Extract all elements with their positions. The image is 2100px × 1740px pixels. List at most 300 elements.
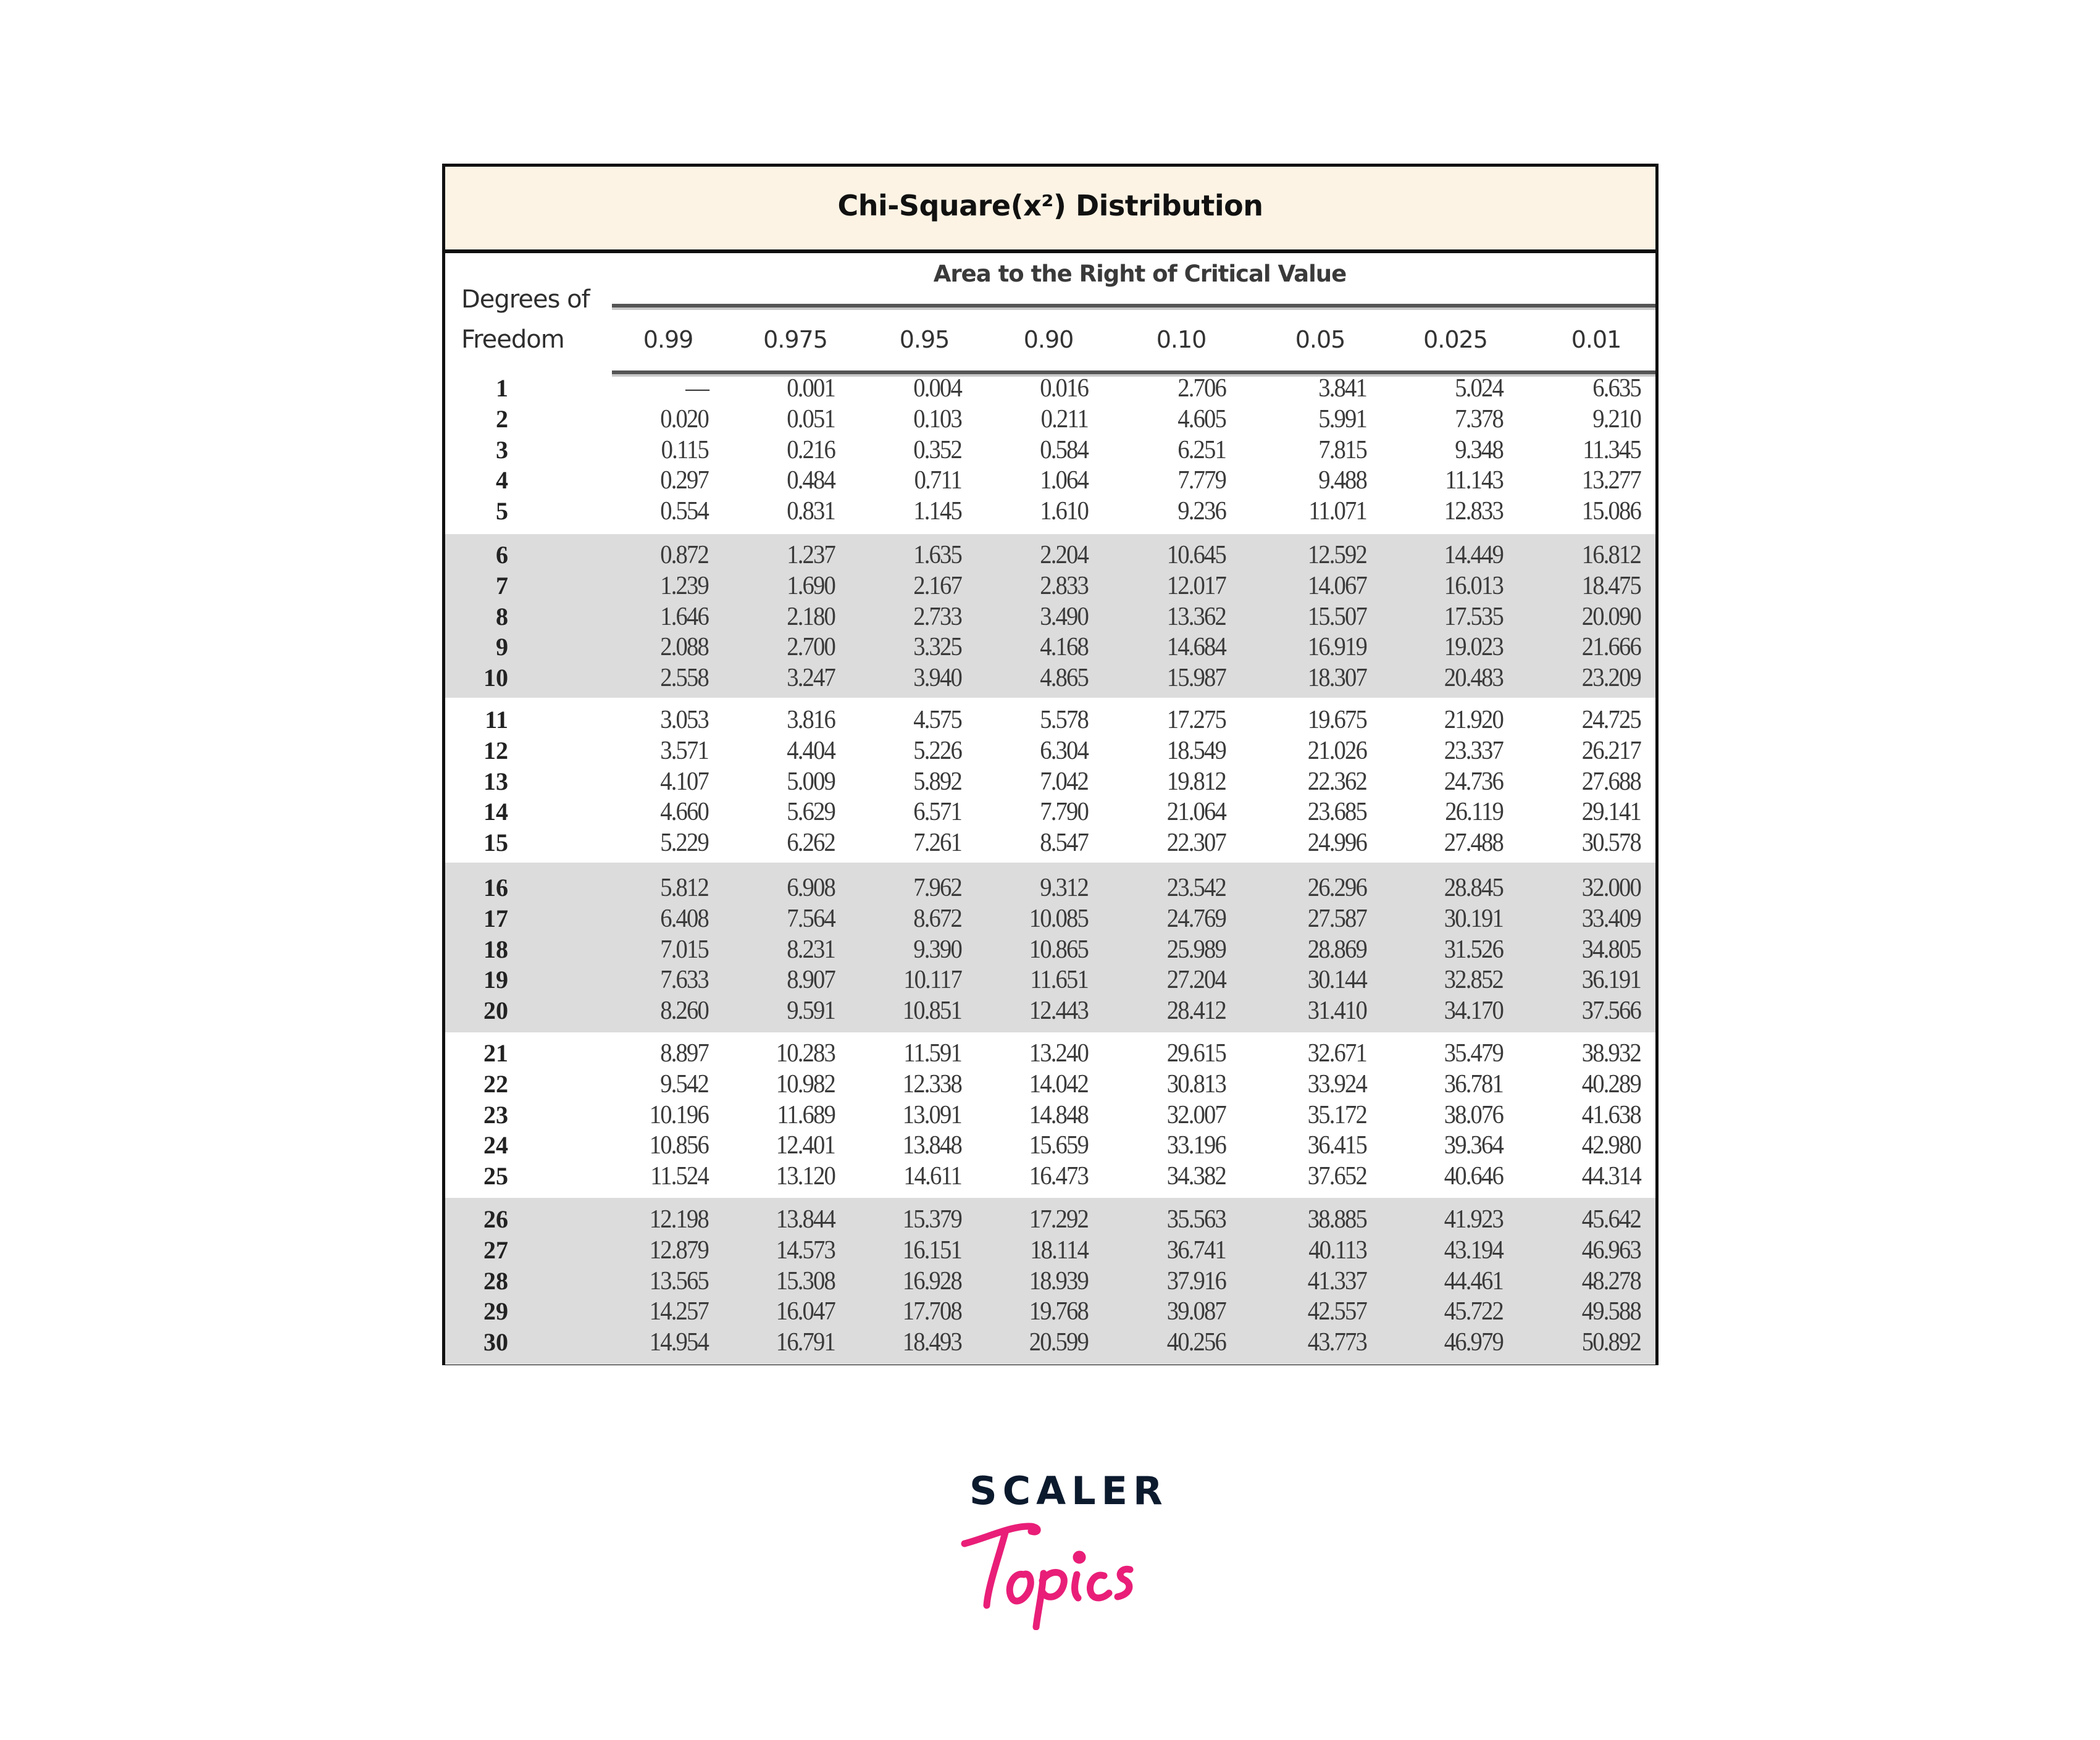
critical-value-cell: 13.091 [902, 1100, 961, 1129]
critical-value-cell: 34.170 [1444, 997, 1503, 1026]
critical-value-cell: 0.711 [914, 466, 961, 495]
critical-value-cell: 34.805 [1581, 935, 1641, 964]
critical-value-cell: 9.312 [1040, 874, 1088, 902]
critical-value-cell: 14.449 [1444, 541, 1503, 569]
critical-value-cell: 3.816 [787, 706, 835, 734]
critical-value-cell: 14.067 [1307, 571, 1366, 600]
critical-value-cell: 5.226 [913, 736, 961, 765]
critical-value-cell: 16.928 [902, 1266, 961, 1295]
table-row [445, 934, 1655, 965]
critical-value-cell: 4.605 [1178, 404, 1226, 433]
critical-value-cell: 0.051 [787, 404, 835, 433]
critical-value-cell: 30.144 [1307, 966, 1366, 995]
degrees-of-freedom-cell: 16 [483, 874, 508, 901]
column-header: 0.99 [643, 326, 693, 353]
critical-value-cell: 2.204 [1040, 541, 1088, 569]
critical-value-cell: 0.297 [660, 466, 708, 495]
critical-value-cell: 43.773 [1307, 1328, 1366, 1357]
critical-value-cell: 0.484 [787, 466, 835, 495]
table-row [445, 1069, 1655, 1100]
critical-value-cell: 7.815 [1318, 435, 1366, 464]
critical-value-cell: 29.141 [1581, 798, 1641, 827]
critical-value-cell: 7.633 [660, 966, 708, 995]
table-row [445, 1204, 1655, 1235]
critical-value-cell: 30.191 [1444, 904, 1503, 933]
critical-value-cell: 5.991 [1318, 404, 1366, 433]
critical-value-cell: 21.064 [1166, 798, 1226, 827]
header-top-rule [612, 304, 1655, 307]
degrees-of-freedom-cell: 7 [496, 571, 508, 600]
critical-value-cell: 12.338 [902, 1069, 961, 1098]
critical-value-cell: 3.940 [913, 664, 961, 693]
critical-value-cell: 24.996 [1307, 829, 1366, 858]
critical-value-cell: 0.216 [787, 435, 835, 464]
critical-value-cell: 18.939 [1029, 1266, 1088, 1295]
critical-value-cell: 33.409 [1581, 904, 1641, 933]
critical-value-cell: 16.151 [902, 1236, 961, 1265]
logo-topics-i-dot [1076, 1554, 1082, 1560]
critical-value-cell: 27.488 [1444, 829, 1503, 858]
critical-value-cell: 4.660 [660, 798, 708, 827]
critical-value-cell: 8.547 [1040, 829, 1088, 858]
critical-value-cell: 13.277 [1581, 466, 1641, 495]
table-row [445, 964, 1655, 995]
critical-value-cell: 42.557 [1307, 1297, 1366, 1326]
table-row [445, 601, 1655, 632]
critical-value-cell: 35.479 [1444, 1039, 1503, 1068]
table-row [445, 766, 1655, 797]
degrees-of-freedom-cell: 19 [483, 966, 508, 994]
critical-value-cell: 25.989 [1166, 935, 1226, 964]
column-header: 0.90 [1023, 326, 1074, 353]
critical-value-cell: 43.194 [1444, 1236, 1503, 1265]
critical-value-cell: 38.076 [1444, 1100, 1503, 1129]
critical-value-cell: 9.236 [1178, 497, 1226, 526]
column-header: 0.05 [1295, 326, 1345, 353]
critical-value-cell: 11.143 [1445, 466, 1503, 495]
critical-value-cell: 40.256 [1166, 1328, 1226, 1357]
critical-value-cell: 14.848 [1029, 1100, 1088, 1129]
table-row [445, 1235, 1655, 1266]
critical-value-cell: 18.307 [1307, 664, 1366, 693]
critical-value-cell: 14.684 [1166, 633, 1226, 662]
critical-value-cell: 48.278 [1581, 1266, 1641, 1295]
critical-value-cell: 23.685 [1307, 798, 1366, 827]
critical-value-cell: 8.907 [787, 966, 835, 995]
degrees-of-freedom-cell: 14 [483, 798, 508, 826]
critical-value-cell: 2.700 [787, 633, 835, 662]
critical-value-cell: 15.379 [902, 1205, 961, 1234]
critical-value-cell: 27.587 [1307, 904, 1366, 933]
degrees-of-freedom-cell: 17 [483, 904, 508, 932]
critical-value-cell: 44.314 [1581, 1162, 1641, 1191]
critical-value-cell: 7.564 [787, 904, 835, 933]
critical-value-cell: 12.879 [649, 1236, 708, 1265]
critical-value-cell: 23.337 [1444, 736, 1503, 765]
critical-value-cell: 5.812 [660, 874, 708, 902]
critical-value-cell: 14.954 [649, 1328, 708, 1357]
critical-value-cell: 7.779 [1178, 466, 1226, 495]
table-row [445, 1327, 1655, 1358]
critical-value-cell: 28.869 [1307, 935, 1366, 964]
critical-value-cell: 20.599 [1029, 1328, 1088, 1357]
column-header: 0.975 [763, 326, 827, 353]
critical-value-cell: 14.573 [776, 1236, 835, 1265]
logo-topics-p [1036, 1573, 1064, 1627]
critical-value-cell: 8.260 [660, 997, 708, 1026]
critical-value-cell: 37.916 [1166, 1266, 1226, 1295]
critical-value-cell: 19.023 [1444, 633, 1503, 662]
critical-value-cell: 12.592 [1307, 541, 1366, 569]
critical-value-cell: 27.688 [1581, 767, 1641, 796]
degrees-of-freedom-cell: 23 [483, 1100, 508, 1129]
critical-value-cell: 30.813 [1166, 1069, 1226, 1098]
critical-value-cell: 30.578 [1581, 829, 1641, 858]
critical-value-cell: 19.768 [1029, 1297, 1088, 1326]
critical-value-cell: 0.211 [1040, 404, 1088, 433]
degrees-of-freedom-cell: 21 [483, 1039, 508, 1067]
degrees-of-freedom-cell: 12 [483, 736, 508, 764]
critical-value-cell: 24.725 [1581, 706, 1641, 734]
logo-topics-script [951, 1513, 1148, 1630]
critical-value-cell: 13.565 [649, 1266, 708, 1295]
critical-value-cell: 0.352 [913, 435, 961, 464]
critical-value-cell: 2.706 [1178, 374, 1226, 403]
critical-value-cell: 3.841 [1318, 374, 1366, 403]
logo-topics-s [1118, 1569, 1130, 1597]
column-header: 0.95 [899, 326, 950, 353]
table-row [445, 1161, 1655, 1192]
critical-value-cell: 22.362 [1307, 767, 1366, 796]
degrees-of-freedom-cell: 4 [496, 466, 508, 495]
critical-value-cell: 40.646 [1444, 1162, 1503, 1191]
critical-value-cell: 31.410 [1307, 997, 1366, 1026]
critical-value-cell: 11.591 [903, 1039, 961, 1068]
critical-value-cell: 15.659 [1029, 1131, 1088, 1160]
critical-value-cell: 26.119 [1445, 798, 1503, 827]
critical-value-cell: 16.473 [1029, 1162, 1088, 1191]
critical-value-cell: 6.908 [787, 874, 835, 902]
table-row [445, 404, 1655, 435]
critical-value-cell: 13.848 [902, 1131, 961, 1160]
critical-value-cell: 10.856 [649, 1131, 708, 1160]
critical-value-cell: 2.558 [660, 664, 708, 693]
table-row [445, 540, 1655, 571]
critical-value-cell: 4.575 [913, 706, 961, 734]
critical-value-cell: 18.493 [902, 1328, 961, 1357]
degrees-of-freedom-cell: 29 [483, 1297, 508, 1326]
logo-topics-o [1010, 1574, 1031, 1601]
critical-value-cell: 4.865 [1040, 664, 1088, 693]
column-header: 0.025 [1423, 326, 1487, 353]
critical-value-cell: 1.646 [660, 602, 708, 631]
critical-value-cell: 0.584 [1040, 435, 1088, 464]
degrees-of-freedom-cell: 24 [483, 1131, 508, 1160]
critical-value-cell: 1.690 [787, 571, 835, 600]
critical-value-cell: 9.210 [1592, 404, 1641, 433]
critical-value-cell: 2.088 [660, 633, 708, 662]
critical-value-cell: 35.172 [1307, 1100, 1366, 1129]
critical-value-cell: 16.047 [776, 1297, 835, 1326]
area-subheader: Area to the Right of Critical Value [933, 261, 1347, 287]
critical-value-cell: 2.833 [1040, 571, 1088, 600]
critical-value-cell: 0.020 [660, 404, 708, 433]
critical-value-cell: 29.615 [1166, 1039, 1226, 1068]
critical-value-cell: 9.591 [787, 997, 835, 1026]
critical-value-cell: 21.920 [1444, 706, 1503, 734]
degrees-of-freedom-cell: 6 [496, 541, 508, 569]
critical-value-cell: 3.247 [787, 664, 835, 693]
critical-value-cell: 0.103 [913, 404, 961, 433]
critical-value-cell: 41.923 [1444, 1205, 1503, 1234]
critical-value-cell: 1.239 [660, 571, 708, 600]
critical-value-cell: 10.085 [1029, 904, 1088, 933]
critical-value-cell: 26.217 [1581, 736, 1641, 765]
critical-value-cell: 8.897 [660, 1039, 708, 1068]
table-row [445, 705, 1655, 735]
critical-value-cell: 2.167 [913, 571, 961, 600]
critical-value-cell: 0.115 [661, 435, 708, 464]
critical-value-cell: 50.892 [1581, 1328, 1641, 1357]
critical-value-cell: 10.196 [649, 1100, 708, 1129]
title-band [445, 167, 1655, 253]
critical-value-cell: 14.257 [649, 1297, 708, 1326]
degrees-of-freedom-cell: 30 [483, 1328, 508, 1357]
critical-value-cell: 46.963 [1581, 1236, 1641, 1265]
critical-value-cell: 7.378 [1455, 404, 1503, 433]
table-row [445, 1130, 1655, 1161]
critical-value-cell: 9.542 [660, 1069, 708, 1098]
critical-value-cell: 7.261 [913, 829, 961, 858]
critical-value-cell: 6.408 [660, 904, 708, 933]
degrees-of-freedom-cell: 1 [496, 374, 508, 402]
table-row [445, 571, 1655, 601]
critical-value-cell: 42.980 [1581, 1131, 1641, 1160]
critical-value-cell: 0.831 [787, 497, 835, 526]
critical-value-cell: 40.289 [1581, 1069, 1641, 1098]
dof-label-line2: Freedom [461, 325, 564, 354]
critical-value-cell: 38.885 [1307, 1205, 1366, 1234]
critical-value-cell: 20.090 [1581, 602, 1641, 631]
table-row [445, 903, 1655, 934]
critical-value-cell: 6.571 [913, 798, 961, 827]
critical-value-cell: 7.042 [1040, 767, 1088, 796]
critical-value-cell: 32.852 [1444, 966, 1503, 995]
critical-value-cell: 36.781 [1444, 1069, 1503, 1098]
critical-value-cell: 7.790 [1040, 798, 1088, 827]
critical-value-cell: 15.086 [1581, 497, 1641, 526]
table-row [445, 373, 1655, 404]
critical-value-cell: 33.924 [1307, 1069, 1366, 1098]
critical-value-cell: 41.337 [1307, 1266, 1366, 1295]
critical-value-cell: 1.635 [913, 541, 961, 569]
table-row [445, 1296, 1655, 1327]
critical-value-cell: 46.979 [1444, 1328, 1503, 1357]
critical-value-cell: 13.240 [1029, 1039, 1088, 1068]
critical-value-cell: — [685, 374, 708, 403]
critical-value-cell: 11.689 [777, 1100, 835, 1129]
table-row [445, 465, 1655, 496]
critical-value-cell: 18.114 [1030, 1236, 1088, 1265]
critical-value-cell: 21.666 [1581, 633, 1641, 662]
critical-value-cell: 22.307 [1166, 829, 1226, 858]
table-row [445, 632, 1655, 663]
critical-value-cell: 11.071 [1308, 497, 1366, 526]
critical-value-cell: 0.554 [660, 497, 708, 526]
critical-value-cell: 7.962 [913, 874, 961, 902]
degrees-of-freedom-cell: 10 [483, 664, 508, 692]
critical-value-cell: 44.461 [1444, 1266, 1503, 1295]
critical-value-cell: 1.237 [787, 541, 835, 569]
critical-value-cell: 10.851 [902, 997, 961, 1026]
table-row [445, 1038, 1655, 1069]
critical-value-cell: 41.638 [1581, 1100, 1641, 1129]
critical-value-cell: 10.865 [1029, 935, 1088, 964]
critical-value-cell: 21.026 [1307, 736, 1366, 765]
critical-value-cell: 34.382 [1166, 1162, 1226, 1191]
critical-value-cell: 36.191 [1581, 966, 1641, 995]
logo-brand-text: SCALER [969, 1468, 1168, 1513]
logo-topics-c [1090, 1575, 1109, 1598]
critical-value-cell: 4.404 [787, 736, 835, 765]
table-row [445, 995, 1655, 1026]
degrees-of-freedom-cell: 13 [483, 767, 508, 795]
critical-value-cell: 7.015 [660, 935, 708, 964]
critical-value-cell: 27.204 [1166, 966, 1226, 995]
critical-value-cell: 3.571 [660, 736, 708, 765]
critical-value-cell: 11.345 [1583, 435, 1641, 464]
critical-value-cell: 12.198 [649, 1205, 708, 1234]
critical-value-cell: 5.578 [1040, 706, 1088, 734]
critical-value-cell: 0.001 [787, 374, 835, 403]
critical-value-cell: 32.671 [1307, 1039, 1366, 1068]
critical-value-cell: 1.064 [1040, 466, 1088, 495]
critical-value-cell: 18.549 [1166, 736, 1226, 765]
critical-value-cell: 17.292 [1029, 1205, 1088, 1234]
critical-value-cell: 12.833 [1444, 497, 1503, 526]
degrees-of-freedom-cell: 20 [483, 997, 508, 1025]
critical-value-cell: 40.113 [1308, 1236, 1366, 1265]
critical-value-cell: 37.652 [1307, 1162, 1366, 1191]
critical-value-cell: 17.708 [902, 1297, 961, 1326]
logo-topics-T-stem [987, 1533, 1005, 1605]
degrees-of-freedom-cell: 8 [496, 602, 508, 630]
critical-value-cell: 15.308 [776, 1266, 835, 1295]
critical-value-cell: 45.642 [1581, 1205, 1641, 1234]
logo-topics-i [1075, 1575, 1079, 1598]
critical-value-cell: 49.588 [1581, 1297, 1641, 1326]
critical-value-cell: 5.009 [787, 767, 835, 796]
table-row [445, 797, 1655, 827]
degrees-of-freedom-cell: 3 [496, 435, 508, 464]
critical-value-cell: 9.348 [1455, 435, 1503, 464]
critical-value-cell: 23.209 [1581, 664, 1641, 693]
critical-value-cell: 12.017 [1166, 571, 1226, 600]
critical-value-cell: 6.635 [1592, 374, 1641, 403]
critical-value-cell: 5.892 [913, 767, 961, 796]
dof-label-line1: Degrees of [461, 285, 590, 314]
critical-value-cell: 28.412 [1166, 997, 1226, 1026]
critical-value-cell: 12.401 [776, 1131, 835, 1160]
degrees-of-freedom-cell: 27 [483, 1236, 508, 1264]
table-title: Chi-Square(x²) Distribution [837, 189, 1263, 222]
critical-value-cell: 11.651 [1030, 966, 1088, 995]
critical-value-cell: 2.733 [913, 602, 961, 631]
table-row [445, 827, 1655, 858]
critical-value-cell: 8.672 [913, 904, 961, 933]
critical-value-cell: 20.483 [1444, 664, 1503, 693]
critical-value-cell: 32.000 [1581, 874, 1641, 902]
critical-value-cell: 5.229 [660, 829, 708, 858]
critical-value-cell: 6.251 [1178, 435, 1226, 464]
table-row [445, 872, 1655, 903]
critical-value-cell: 9.488 [1318, 466, 1366, 495]
critical-value-cell: 14.611 [903, 1162, 961, 1191]
critical-value-cell: 16.812 [1581, 541, 1641, 569]
critical-value-cell: 23.542 [1166, 874, 1226, 902]
critical-value-cell: 38.932 [1581, 1039, 1641, 1068]
critical-value-cell: 24.769 [1166, 904, 1226, 933]
degrees-of-freedom-cell: 9 [496, 633, 508, 661]
critical-value-cell: 26.296 [1307, 874, 1366, 902]
critical-value-cell: 39.087 [1166, 1297, 1226, 1326]
critical-value-cell: 28.845 [1444, 874, 1503, 902]
critical-value-cell: 16.013 [1444, 571, 1503, 600]
critical-value-cell: 37.566 [1581, 997, 1641, 1026]
degrees-of-freedom-cell: 26 [483, 1205, 508, 1233]
critical-value-cell: 3.490 [1040, 602, 1088, 631]
critical-value-cell: 19.675 [1307, 706, 1366, 734]
critical-value-cell: 24.736 [1444, 767, 1503, 796]
column-header: 0.01 [1571, 326, 1621, 353]
critical-value-cell: 36.741 [1166, 1236, 1226, 1265]
critical-value-cell: 10.283 [776, 1039, 835, 1068]
critical-value-cell: 19.812 [1166, 767, 1226, 796]
degrees-of-freedom-cell: 18 [483, 935, 508, 963]
critical-value-cell: 11.524 [650, 1162, 708, 1191]
critical-value-cell: 4.107 [660, 767, 708, 796]
critical-value-cell: 5.629 [787, 798, 835, 827]
table-row [445, 735, 1655, 766]
critical-value-cell: 3.053 [660, 706, 708, 734]
critical-value-cell: 6.262 [787, 829, 835, 858]
critical-value-cell: 15.987 [1166, 664, 1226, 693]
critical-value-cell: 16.791 [776, 1328, 835, 1357]
critical-value-cell: 6.304 [1040, 736, 1088, 765]
critical-value-cell: 10.117 [903, 966, 961, 995]
critical-value-cell: 9.390 [913, 935, 961, 964]
degrees-of-freedom-cell: 15 [483, 829, 508, 857]
critical-value-cell: 12.443 [1029, 997, 1088, 1026]
critical-value-cell: 1.610 [1040, 497, 1088, 526]
table-row [445, 1100, 1655, 1131]
critical-value-cell: 8.231 [787, 935, 835, 964]
critical-value-cell: 10.645 [1166, 541, 1226, 569]
degrees-of-freedom-cell: 25 [483, 1162, 508, 1190]
critical-value-cell: 1.145 [913, 497, 961, 526]
column-header: 0.10 [1156, 326, 1207, 353]
critical-value-cell: 16.919 [1307, 633, 1366, 662]
critical-value-cell: 14.042 [1029, 1069, 1088, 1098]
critical-value-cell: 4.168 [1040, 633, 1088, 662]
critical-value-cell: 13.120 [776, 1162, 835, 1191]
critical-value-cell: 3.325 [913, 633, 961, 662]
table-row [445, 663, 1655, 693]
critical-value-cell: 36.415 [1307, 1131, 1366, 1160]
degrees-of-freedom-cell: 5 [496, 497, 508, 525]
critical-value-cell: 10.982 [776, 1069, 835, 1098]
table-row [445, 1266, 1655, 1297]
